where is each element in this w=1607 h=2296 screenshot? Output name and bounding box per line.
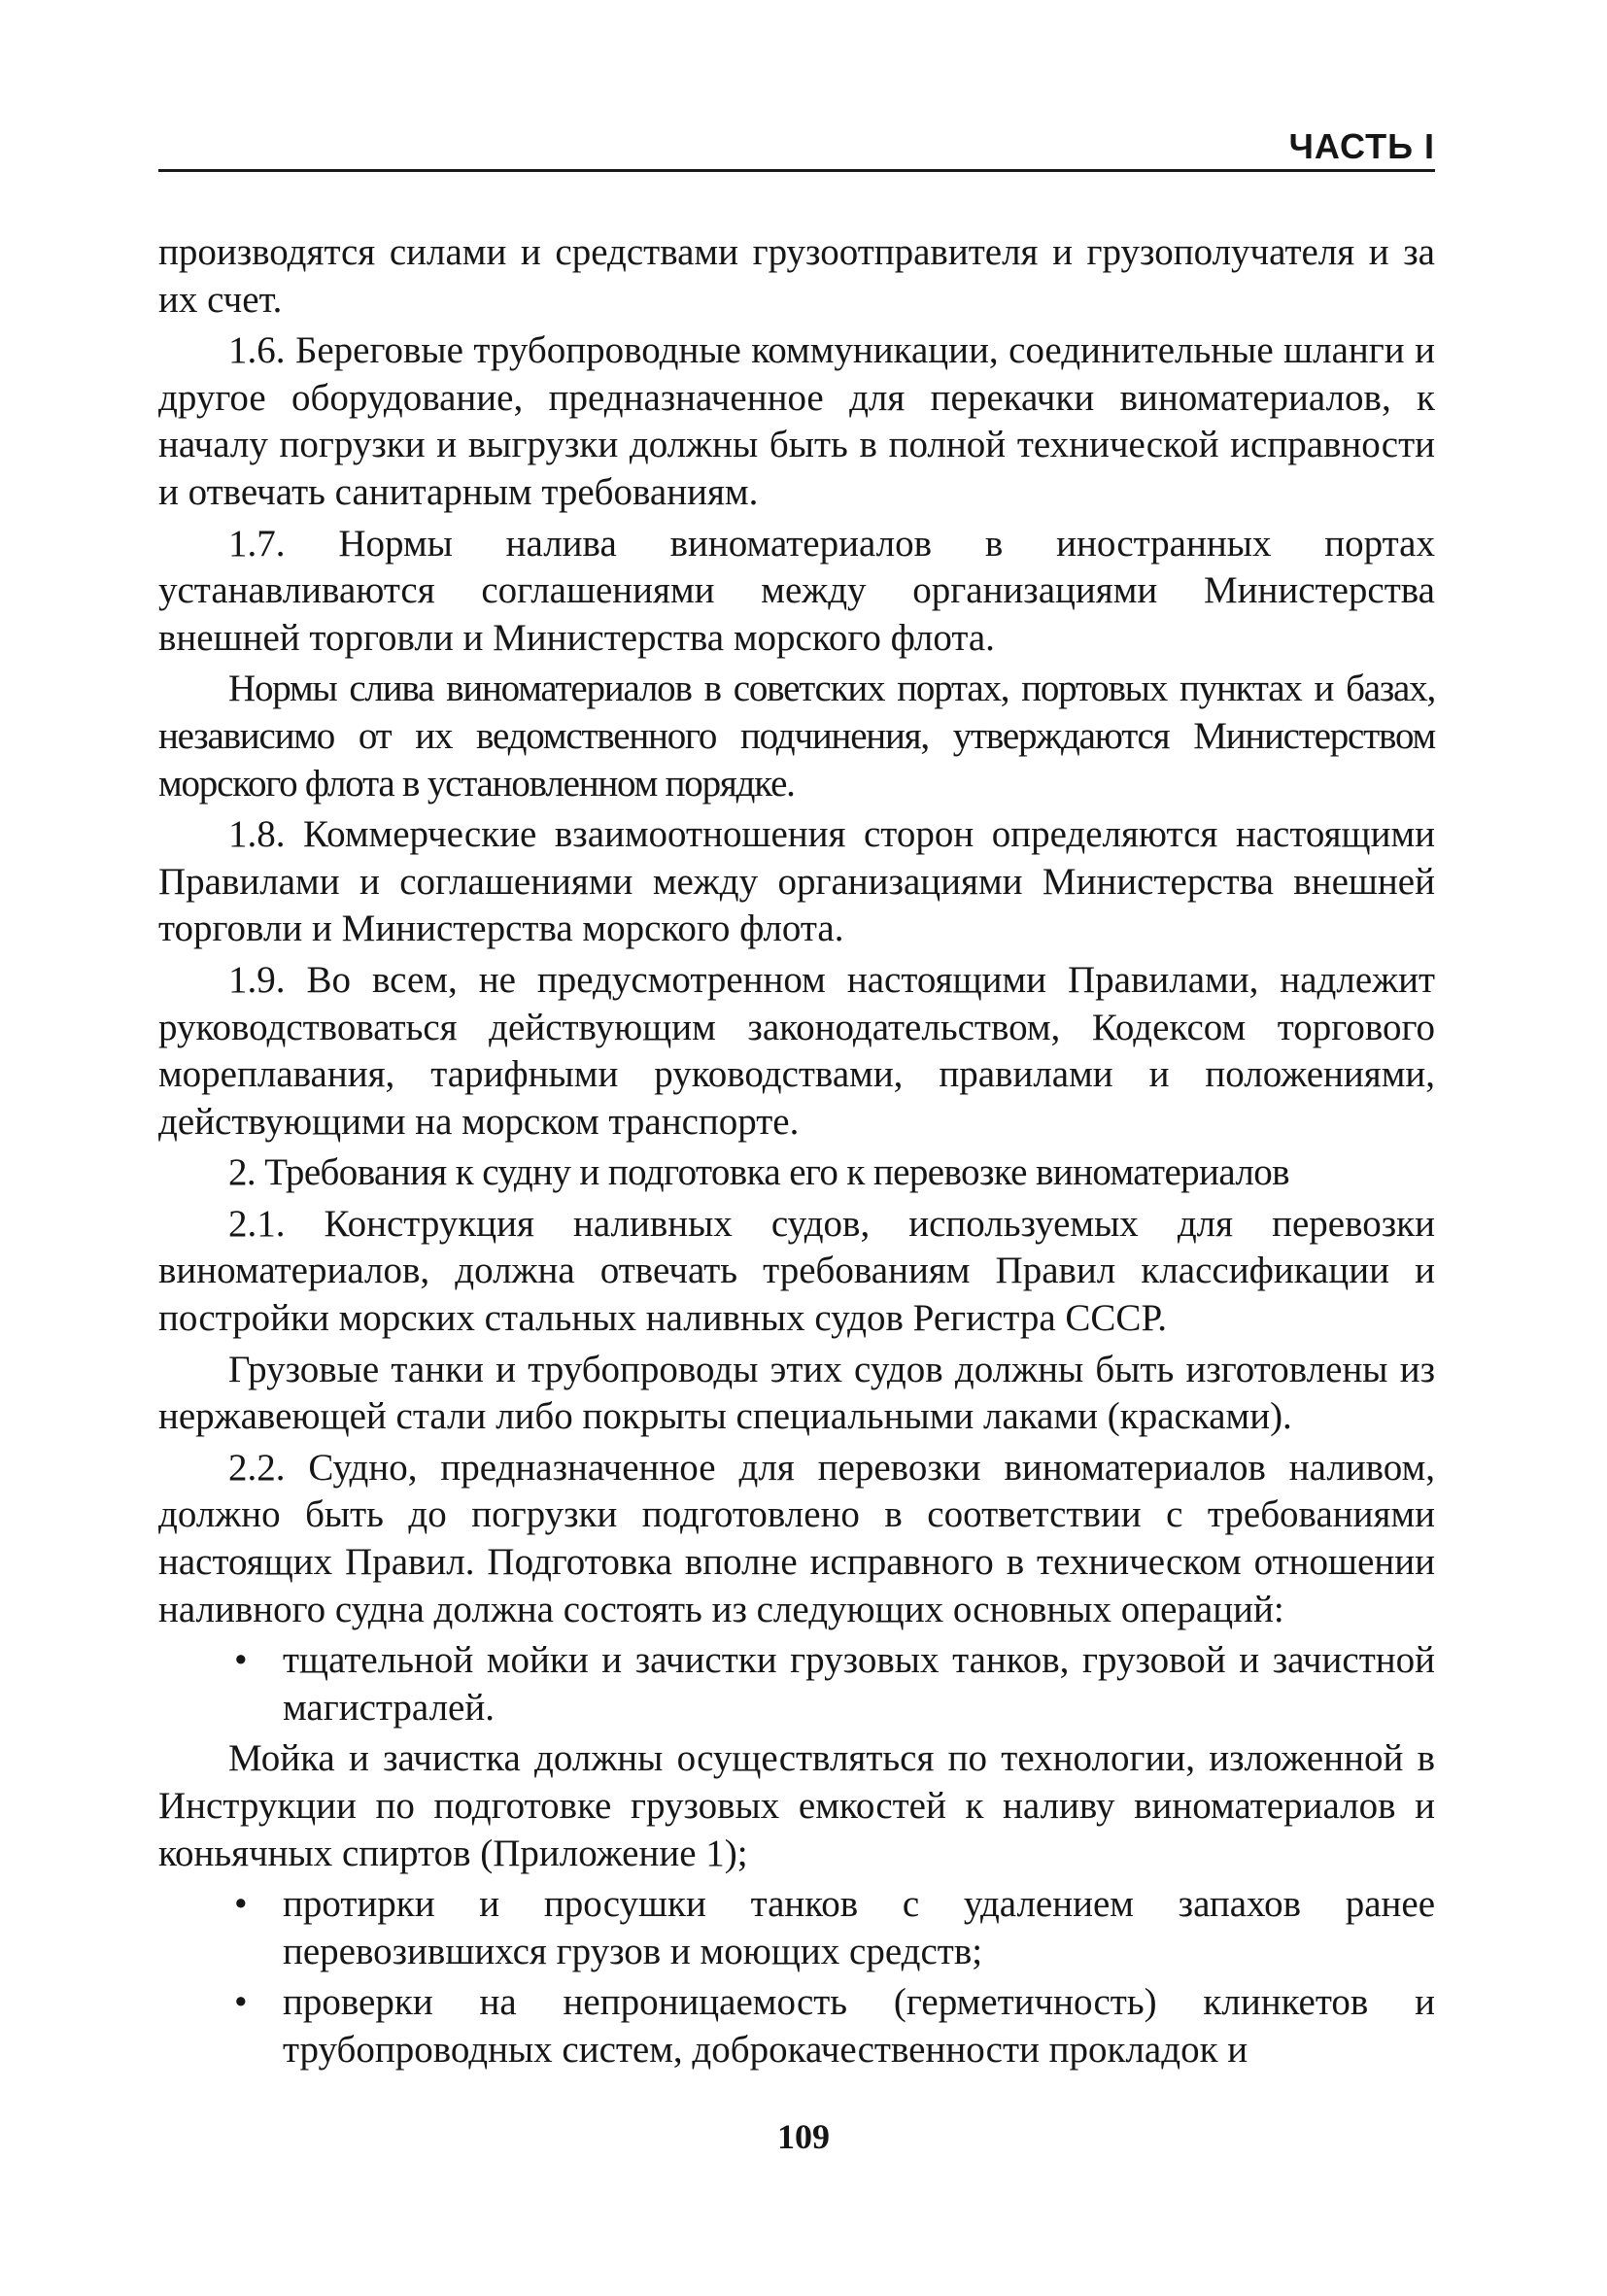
bullet-item-2 <box>158 1881 1435 1975</box>
bullet-item-3 <box>158 1979 1435 2073</box>
paragraph-continuation: производятся силами и средствами грузоотправителя и грузополучателя и за их счет. <box>158 231 1435 321</box>
paragraph-2-1-cont: Грузовые танки и трубопроводы этих судов должны быть изготовлены из нержавеющей стали либо покрыты специальными лаками (красками). <box>158 1348 1435 1438</box>
paragraph-washing: Мойка и зачистка должны осуществляться по технологии, изложенной в Инструкции по подготовке грузовых емкостей к наливу виноматериалов и коньячных спиртов (Приложение 1); <box>158 1737 1435 1874</box>
bullet-item-text: тщательной мойки и зачистки грузовых танков, грузовой и зачистной магистралей. <box>283 1639 1435 1729</box>
bullet-glyph: • <box>234 1981 248 2024</box>
paragraph-1-7: 1.7. Нормы налива виноматериалов в иностранных портах устанавливаются соглашениями между организациями Министерства внешней торговли и Министерства морского флота. <box>158 522 1435 659</box>
paragraph-1-6: 1.6. Береговые трубопроводные коммуникации, соединительные шланги и другое оборудование, предназначенное для перекачки виноматериалов, к началу погрузки и выгрузки должны быть в полной технической исправности и отвечать санитарным требованиям. <box>158 329 1435 513</box>
paragraph-1-9: 1.9. Во всем, не предусмотренном настоящими Правилами, надлежит руководствоваться действующим законодательством, Кодексом торгового мореплавания, тарифными руководствами, правилами и положениями, действующими на морском транспорте. <box>158 958 1435 1143</box>
running-head-label: ЧАСТЬ I <box>1288 126 1435 166</box>
paragraph-1-7-cont: Нормы слива виноматериалов в советских портах, портовых пунктах и базах, независимо от их ведомственного подчинения, утверждаются Министерством морского флота в установленном порядке. <box>158 668 1435 805</box>
bullet-glyph: • <box>234 1883 248 1926</box>
page-number: 109 <box>777 2117 830 2156</box>
paragraph-2-1: 2.1. Конструкция наливных судов, используемых для перевозки виноматериалов, должна отвечать требованиям Правил классификации и постройки морских стальных наливных судов Регистра СССР. <box>158 1202 1435 1340</box>
bullet-glyph: • <box>234 1639 248 1682</box>
bullet-item-1 <box>158 1637 1435 1731</box>
running-head <box>158 124 1435 172</box>
section-2-heading: 2. Требования к судну и подготовка его к перевозке виноматериалов <box>228 1151 1289 1194</box>
bullet-item-text: протирки и просушки танков с удалением запахов ранее перевозившихся грузов и моющих средств; <box>283 1883 1435 1972</box>
paragraph-2-2: 2.2. Судно, предназначенное для перевозки виноматериалов наливом, должно быть до погрузки подготовлено в соответствии с требованиями настоящих Правил. Подготовка вполне исправного в техническом отношении наливного судна должна состоять из следующих основных операций: <box>158 1446 1435 1630</box>
bullet-item-text: проверки на непроницаемость (герметичность) клинкетов и трубопроводных систем, доброкачественности прокладок и <box>283 1981 1435 2071</box>
body-text <box>158 229 1435 2078</box>
paragraph-1-8: 1.8. Коммерческие взаимоотношения сторон определяются настоящими Правилами и соглашениями между организациями Министерства внешней торговли и Министерства морского флота. <box>158 813 1435 950</box>
